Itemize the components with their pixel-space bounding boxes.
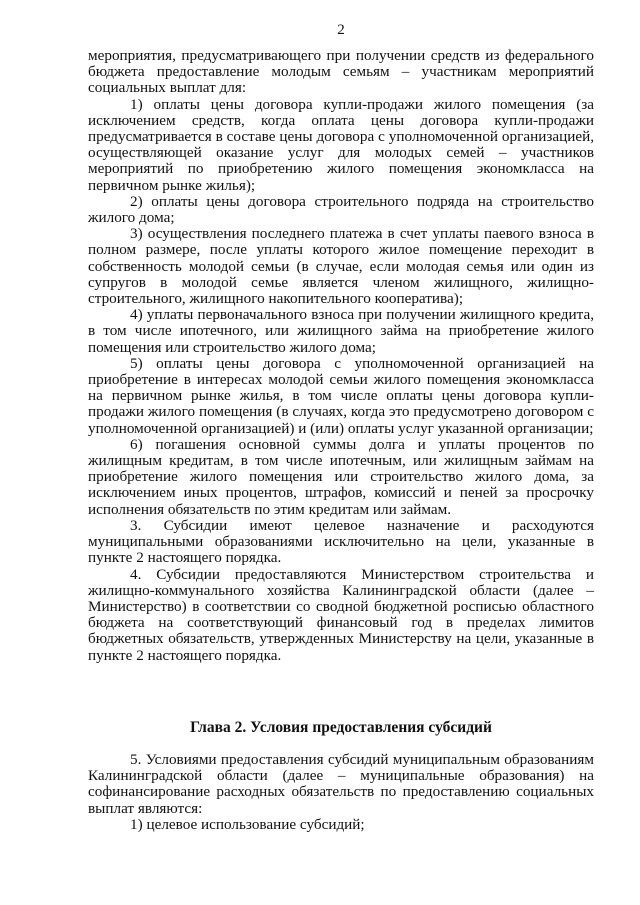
page-number: 2: [337, 22, 345, 38]
document-body: [88, 48, 594, 664]
paragraph-condition-1: 1) целевое использование субсидий;: [130, 815, 365, 833]
paragraph-item-3: 3) осуществления последнего платежа в счет уплаты паевого взноса в полном размере, после уплаты которого жилое помещение переходит в собственность молодой семьи (в случае, если молодая семья или один из супругов в молодой семье является членом жилищного, жилищно-строительного, жилищного накопительного кооператива);: [88, 225, 594, 308]
chapter-2-body: [88, 752, 594, 833]
paragraph-clause-4: 4. Субсидии предоставляются Министерством строительства и жилищно-коммунального хозяйства Калининградской области (далее – Министерство) в соответствии со сводной бюджетной росписью областного бюджета на соответствующий финансовый год в пределах лимитов бюджетных обязательств, утвержденных Министерству на цели, указанные в пункте 2 настоящего порядка.: [88, 565, 594, 664]
paragraph-item-6: 6) погашения основной суммы долга и уплаты процентов по жилищным кредитам, в том числе ипотечным, или жилищным займам на приобретение жилого помещения или строительство жилого дома, за исключением иных процентов, штрафов, комиссий и пеней за просрочку исполнения обязательств по этим кредитам или займам.: [88, 435, 594, 518]
paragraph-item-5: 5) оплаты цены договора с уполномоченной организацией на приобретение в интересах молодой семьи жилого помещения экономкласса на первичном рынке жилья, в том числе оплаты цены договора купли-продажи жилого помещения (в случаях, когда это предусмотрено договором с уполномоченной организацией) и (или) оплаты услуг указанной организации;: [88, 354, 594, 437]
paragraph-item-2: 2) оплаты цены договора строительного подряда на строительство жилого дома;: [88, 192, 594, 227]
chapter-heading: Глава 2. Условия предоставления субсидий: [190, 719, 492, 736]
document-page: [88, 0, 594, 905]
paragraph-clause-5: 5. Условиями предоставления субсидий муниципальным образованиям Калининградской области (далее – муниципальные образования) на софинансирование расходных обязательств по предоставлению социальных выплат являются:: [88, 751, 594, 817]
paragraph-clause-3: 3. Субсидии имеют целевое назначение и расходуются муниципальными образованиями исключительно на цели, указанные в пункте 2 настоящего порядка.: [88, 516, 594, 567]
paragraph-item-1: 1) оплаты цены договора купли-продажи жилого помещения (за исключением средств, когда оплата цены договора купли-продажи предусматривается в составе цены договора с уполномоченной организацией, осуществляющей оказание услуг для молодых семей – участников мероприятий по приобретению жилого помещения экономкласса на первичном рынке жилья);: [88, 95, 594, 194]
paragraph-continuation: мероприятия, предусматривающего при получении средств из федерального бюджета предоставление молодым семьям – участникам мероприятий социальных выплат для:: [88, 47, 594, 97]
paragraph-item-4: 4) уплаты первоначального взноса при получении жилищного кредита, в том числе ипотечного, или жилищного займа на приобретение жилого помещения или строительство жилого дома;: [88, 306, 594, 356]
